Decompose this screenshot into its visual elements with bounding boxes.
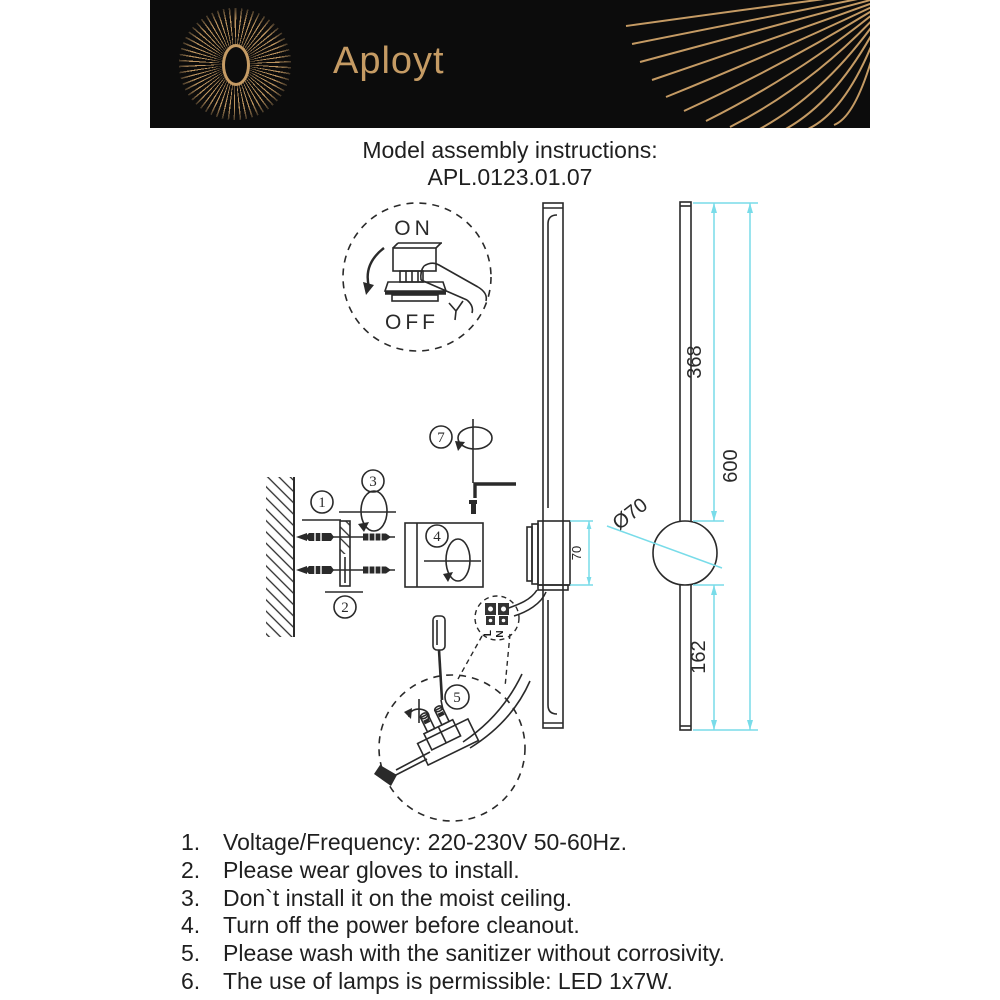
- dim-bracket-label: 70: [569, 545, 584, 561]
- item-number: 4.: [181, 912, 201, 939]
- step4-bracket-box: [405, 523, 483, 587]
- step-number-4: 4: [433, 529, 441, 545]
- list-item: [181, 912, 861, 940]
- item-number: 1.: [181, 829, 201, 855]
- sphere-mount: [653, 521, 717, 585]
- instruction-list: [181, 829, 861, 996]
- title-line1: Model assembly instructions:: [362, 137, 658, 163]
- step-number-1: 1: [318, 495, 326, 511]
- step5-wiring-detail: [374, 616, 530, 821]
- step-number-3: 3: [369, 474, 377, 490]
- list-item: [181, 968, 861, 996]
- step-number-2: 2: [341, 600, 349, 616]
- terminal-n-label: N: [495, 630, 506, 638]
- list-item: [181, 885, 861, 913]
- wire: [470, 681, 530, 748]
- item-text: Turn off the power before cleanout.: [223, 912, 580, 939]
- switch-on-label: ON: [394, 217, 434, 240]
- terminal-block: [407, 697, 479, 765]
- list-item: [181, 829, 861, 857]
- lamp-front-view: [506, 203, 570, 728]
- dim-total-label: 600: [720, 449, 742, 483]
- item-text: Please wear gloves to install.: [223, 856, 520, 883]
- switch-off-label: OFF: [385, 311, 439, 334]
- item-text: Please wash with the sanitizer without corrosivity.: [223, 940, 725, 967]
- cable-connector: [374, 765, 397, 786]
- model-number: APL.0123.01.07: [427, 164, 593, 190]
- item-number: 5.: [181, 940, 201, 967]
- list-item: [181, 940, 861, 968]
- terminal-l-label: L: [483, 629, 494, 637]
- item-number: 6.: [181, 967, 201, 994]
- dim-lower-label: 162: [688, 640, 710, 674]
- wall-hatch: [266, 477, 294, 637]
- dim-diameter-label: Ø70: [608, 493, 652, 535]
- wire: [392, 759, 427, 777]
- callout-leaders: [458, 634, 510, 687]
- item-text: The use of lamps is permissible: LED 1x7W.: [223, 967, 673, 994]
- item-number: 3.: [181, 884, 201, 911]
- step-number-5: 5: [453, 690, 461, 706]
- wire: [506, 590, 537, 609]
- item-text: Don`t install it on the moist ceiling.: [223, 884, 572, 911]
- list-item: [181, 857, 861, 885]
- dim-top-label: 368: [684, 345, 706, 379]
- wire: [396, 752, 430, 770]
- item-number: 2.: [181, 856, 201, 883]
- screwdriver-icon: [433, 616, 445, 710]
- step-number-7: 7: [437, 430, 445, 446]
- wall-mounting: [266, 470, 396, 637]
- brand-name: Aployt: [333, 40, 445, 82]
- item-text: Voltage/Frequency: 220-230V 50-60Hz.: [223, 829, 628, 855]
